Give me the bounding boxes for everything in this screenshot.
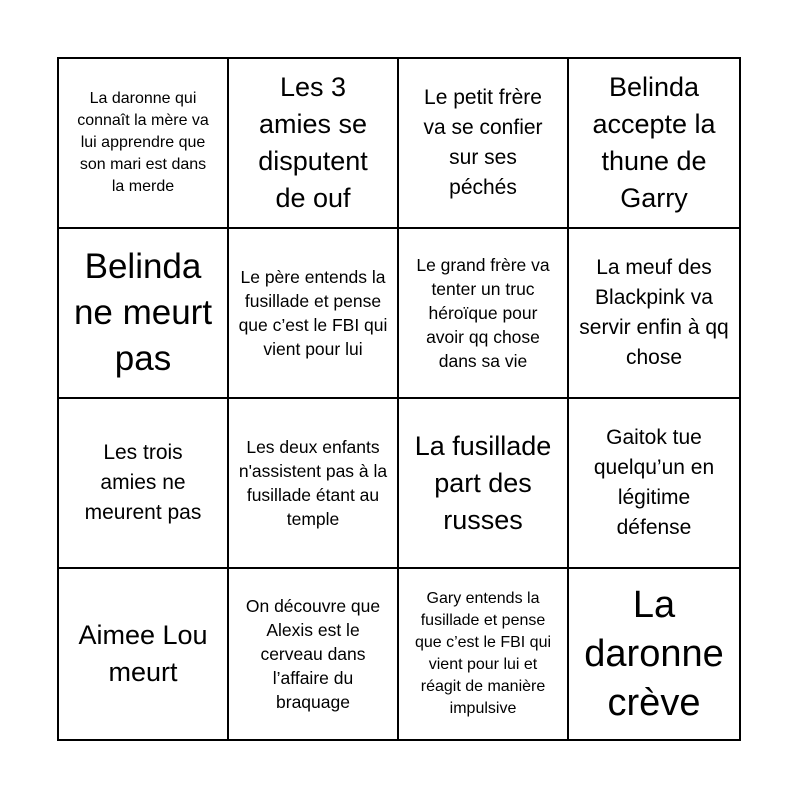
- bingo-cell[interactable]: [569, 399, 739, 569]
- bingo-cell[interactable]: [399, 229, 569, 399]
- bingo-cell-text: Le père entends la fusillade et pense que c’est le FBI qui vient pour lui: [238, 267, 388, 359]
- bingo-cell[interactable]: [569, 229, 739, 399]
- bingo-cell[interactable]: [399, 399, 569, 569]
- bingo-cell[interactable]: [229, 59, 399, 229]
- bingo-cell-text: On découvre que Alexis est le cerveau dans l’affaire du braquage: [245, 596, 381, 712]
- bingo-cell-text: Belinda accepte la thune de Garry: [592, 72, 716, 213]
- bingo-cell-text: Les deux enfants n'assistent pas à la fusillade étant au temple: [238, 437, 388, 529]
- bingo-cell-text: Le grand frère va tenter un truc héroïque pour avoir qq chose dans sa vie: [416, 255, 550, 371]
- bingo-cell-text: La meuf des Blackpink va servir enfin à qq chose: [579, 256, 729, 369]
- bingo-cell[interactable]: [229, 569, 399, 739]
- bingo-cell[interactable]: [59, 399, 229, 569]
- bingo-cell[interactable]: [59, 59, 229, 229]
- bingo-cell[interactable]: [59, 229, 229, 399]
- bingo-cell-text: Belinda ne meurt pas: [73, 247, 213, 378]
- bingo-cell[interactable]: [229, 399, 399, 569]
- bingo-cell-text: Les trois amies ne meurent pas: [84, 441, 202, 524]
- bingo-cell[interactable]: [59, 569, 229, 739]
- bingo-cell-text: Gary entends la fusillade et pense que c’est le FBI qui vient pour lui et réagit de manière impulsive: [414, 590, 552, 717]
- bingo-board: [57, 57, 741, 741]
- bingo-cell[interactable]: [569, 569, 739, 739]
- bingo-cell[interactable]: [569, 59, 739, 229]
- bingo-cell[interactable]: [229, 229, 399, 399]
- bingo-cell-text: La daronne qui connaît la mère va lui apprendre que son mari est dans la merde: [77, 90, 209, 195]
- bingo-cell-text: La daronne crève: [584, 583, 724, 724]
- bingo-cell[interactable]: [399, 59, 569, 229]
- bingo-cell[interactable]: [399, 569, 569, 739]
- bingo-cell-text: Gaitok tue quelqu’un en légitime défense: [593, 426, 715, 539]
- bingo-cell-text: La fusillade part des russes: [414, 430, 552, 535]
- bingo-cell-text: Aimee Lou meurt: [78, 620, 208, 687]
- bingo-cell-text: Le petit frère va se confier sur ses péchés: [423, 86, 543, 199]
- bingo-cell-text: Les 3 amies se disputent de ouf: [258, 72, 368, 213]
